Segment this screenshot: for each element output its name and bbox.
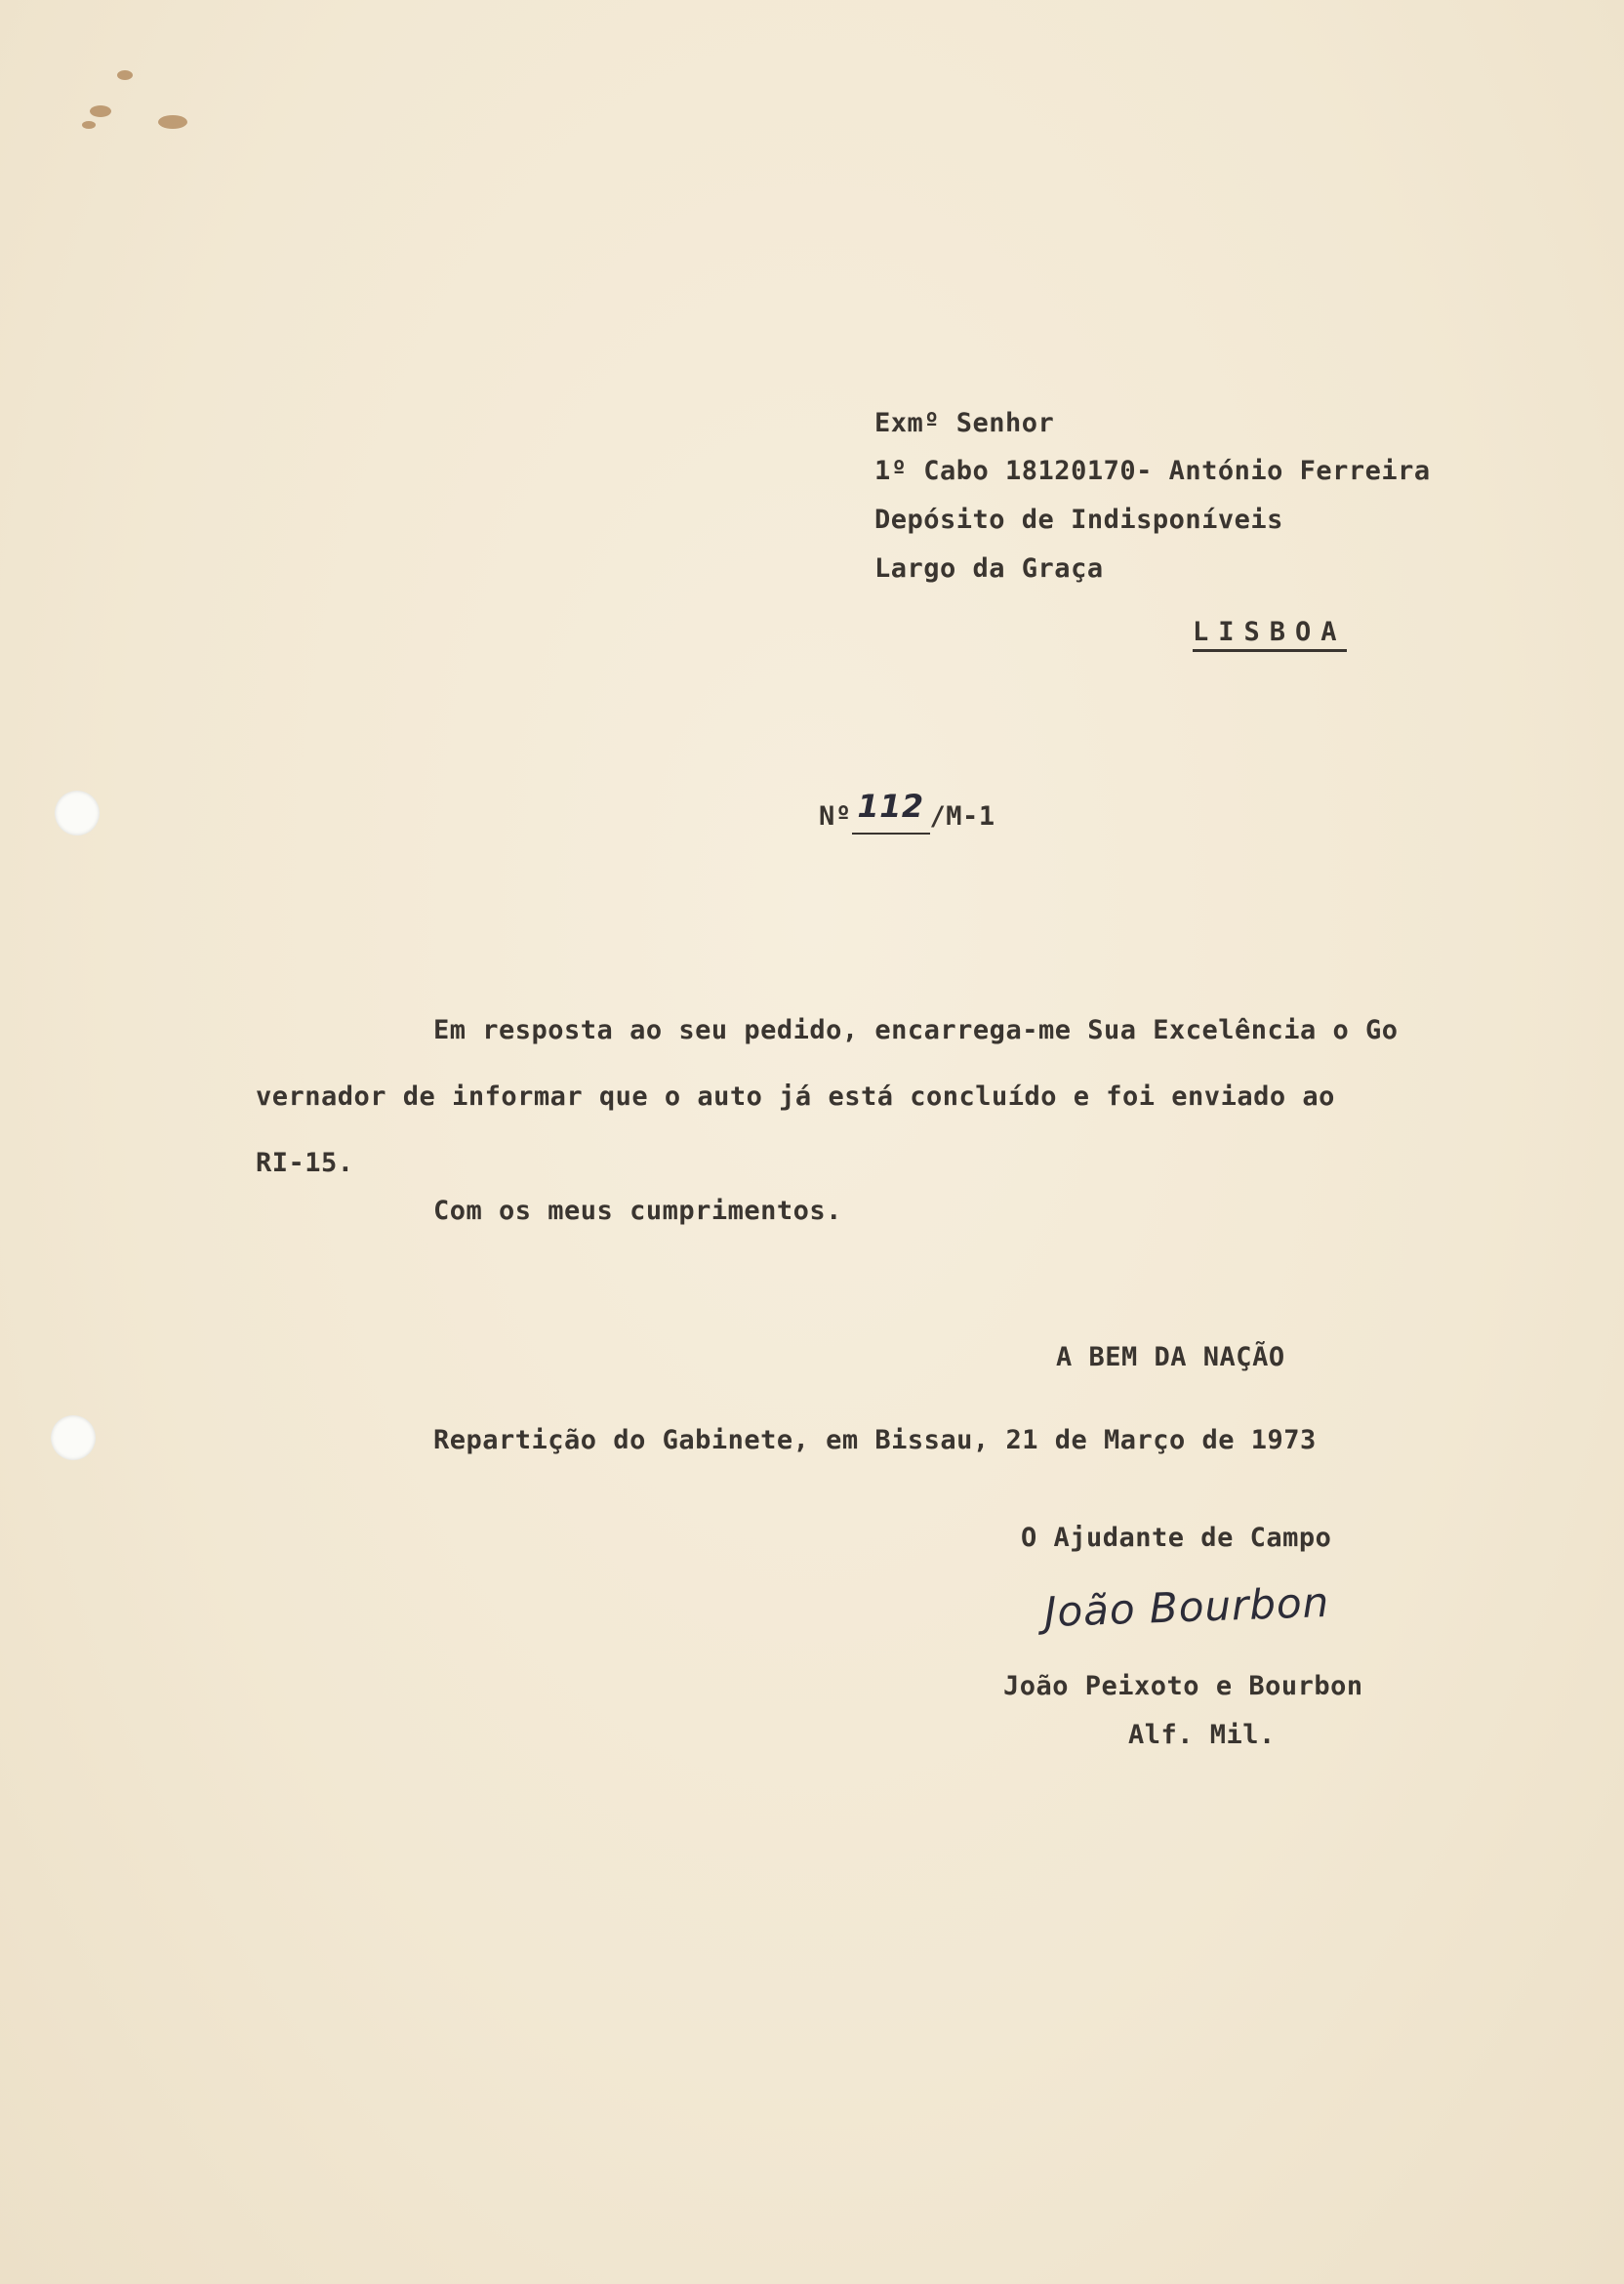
signature-rank: Alf. Mil. (1128, 1720, 1276, 1750)
rust-stain (90, 105, 111, 117)
body-line2: vernador de informar que o auto já está concluído e foi enviado ao (256, 1081, 1335, 1112)
motto: A BEM DA NAÇÃO (1056, 1342, 1285, 1372)
recipient-city: LISBOA (1193, 617, 1347, 652)
body-line3: RI-15. (256, 1148, 354, 1178)
punch-hole-top (55, 791, 100, 836)
body-line1: Em resposta ao seu pedido, encarrega-me Sua Excelência o Go (433, 1015, 1399, 1045)
punch-hole-bottom (51, 1415, 96, 1460)
reference-suffix: /M-1 (929, 801, 995, 832)
handwritten-signature: João Bourbon (1043, 1577, 1331, 1637)
reference-blank (852, 788, 930, 835)
signature-name: João Peixoto e Bourbon (1003, 1671, 1363, 1701)
rust-stain (117, 70, 133, 80)
rust-stain (82, 121, 96, 129)
recipient-salutation: Exmº Senhor (874, 408, 1055, 438)
reference-number (753, 765, 995, 865)
body-closing: Com os meus cumprimentos. (433, 1196, 842, 1226)
reference-handwritten-number: 112 (857, 788, 924, 825)
rust-stain (158, 115, 187, 129)
signature-role: O Ajudante de Campo (1021, 1523, 1332, 1553)
recipient-line2: Depósito de Indisponíveis (874, 505, 1283, 535)
reference-prefix: Nº (819, 801, 852, 832)
dateline: Repartição do Gabinete, em Bissau, 21 de Março de 1973 (433, 1425, 1317, 1455)
recipient-line1: 1º Cabo 18120170- António Ferreira (874, 456, 1431, 486)
recipient-line3: Largo da Graça (874, 553, 1104, 584)
